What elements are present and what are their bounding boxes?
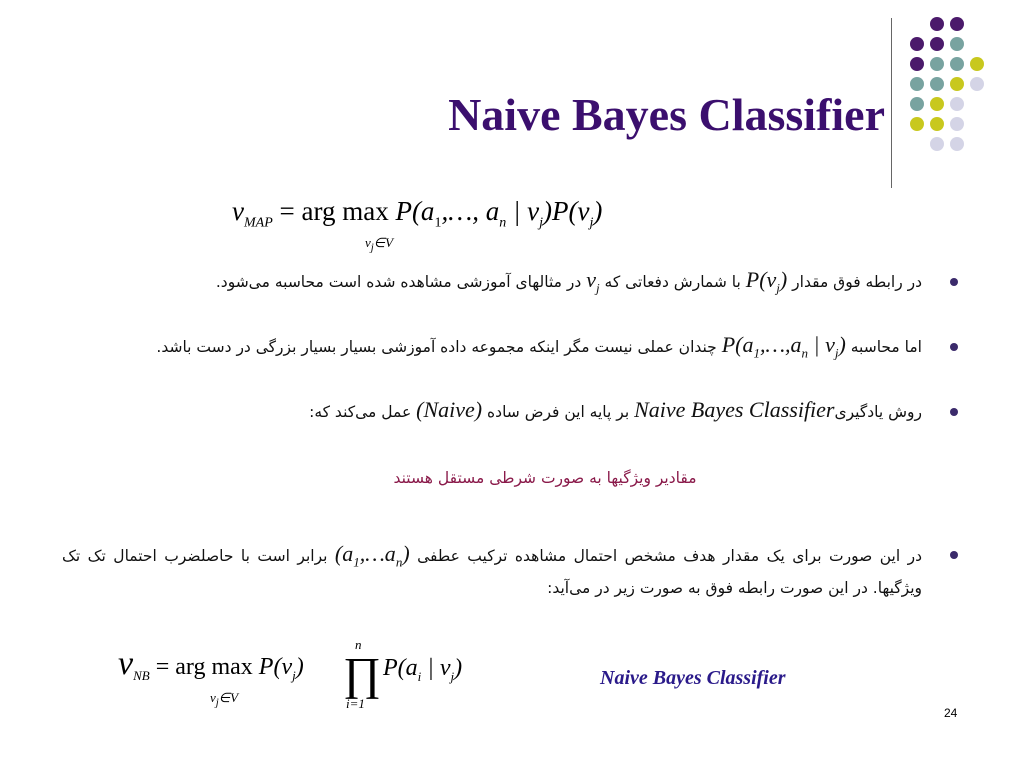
map-formula-argmax-subscript: $v_j\in V$ [365, 235, 394, 254]
bullet-marker [950, 343, 958, 351]
decorative-dot [930, 77, 944, 91]
naive-bayes-formula: $v_{NB}$ = arg $\max P(v_j)$ [118, 645, 304, 683]
decorative-dot [950, 57, 964, 71]
title-divider-line [891, 18, 892, 188]
decorative-dot [930, 57, 944, 71]
decorative-dot [950, 37, 964, 51]
decorative-dot [930, 97, 944, 111]
page-number: 24 [944, 706, 958, 720]
decorative-dot [910, 97, 924, 111]
slide-title: Naive Bayes Classifier [448, 89, 885, 140]
decorative-dot [930, 17, 944, 31]
decorative-dot [970, 57, 984, 71]
decorative-dot [950, 17, 964, 31]
independence-assumption: مقادیر ویژگیها به صورت شرطی مستقل هستند [393, 469, 697, 487]
decorative-dot [910, 117, 924, 131]
bullet-marker [950, 408, 958, 416]
nb-formula-argmax-subscript: $v_j\in V$ [210, 690, 239, 709]
decorative-dot [910, 37, 924, 51]
decorative-dot [930, 137, 944, 151]
decorative-dot [930, 117, 944, 131]
bullet-naive-assumption: روش یادگیریNaive Bayes Classifier بر پایه این فرض ساده (Naive) عمل می‌کند که: [309, 397, 922, 422]
map-formula: $v_{MAP}$ = arg $\max P(a_1,\dots$, $a_n$ | $v_j)P(v_j)$ [232, 196, 603, 231]
product-term: $P(a_i$ | $v_j$) [383, 655, 463, 684]
bullet-product-rule: در این صورت برای یک مقدار هدف مشخص احتمال مشاهده ترکیب عطفی $(a_1,\dots a_n)$ برابر است با حاصلضرب احتمال تک تک ویژگیها. در این صورت رابطه فوق به صورت زیر در می‌آید: [62, 541, 922, 598]
decorative-dot [950, 97, 964, 111]
bullet-marker [950, 278, 958, 286]
bullet-marker [950, 551, 958, 559]
decorative-dot [910, 57, 924, 71]
product-upper-limit: n [355, 637, 362, 652]
decorative-dot [930, 37, 944, 51]
naive-bayes-label: Naive Bayes Classifier [600, 667, 786, 689]
decorative-dot [910, 77, 924, 91]
product-symbol: ∏ [343, 648, 381, 699]
decorative-dot [970, 77, 984, 91]
decorative-dot [950, 117, 964, 131]
bullet-prior-estimation: در رابطه فوق مقدار $P(v_j)$ با شمارش دفعاتی که $v_j$ در مثالهای آموزشی مشاهده شده است محاسبه می‌شود. [215, 267, 922, 296]
bullet-likelihood-impractical: اما محاسبه $P(a_1,\dots,a_n$ | $v_j$) چندان عملی نیست مگر اینکه مجموعه داده آموزشی بسیار بسیار بزرگی در دست باشد. [156, 332, 922, 361]
decorative-dot [950, 137, 964, 151]
decorative-dot [950, 77, 964, 91]
product-lower-limit: i=1 [346, 696, 365, 711]
